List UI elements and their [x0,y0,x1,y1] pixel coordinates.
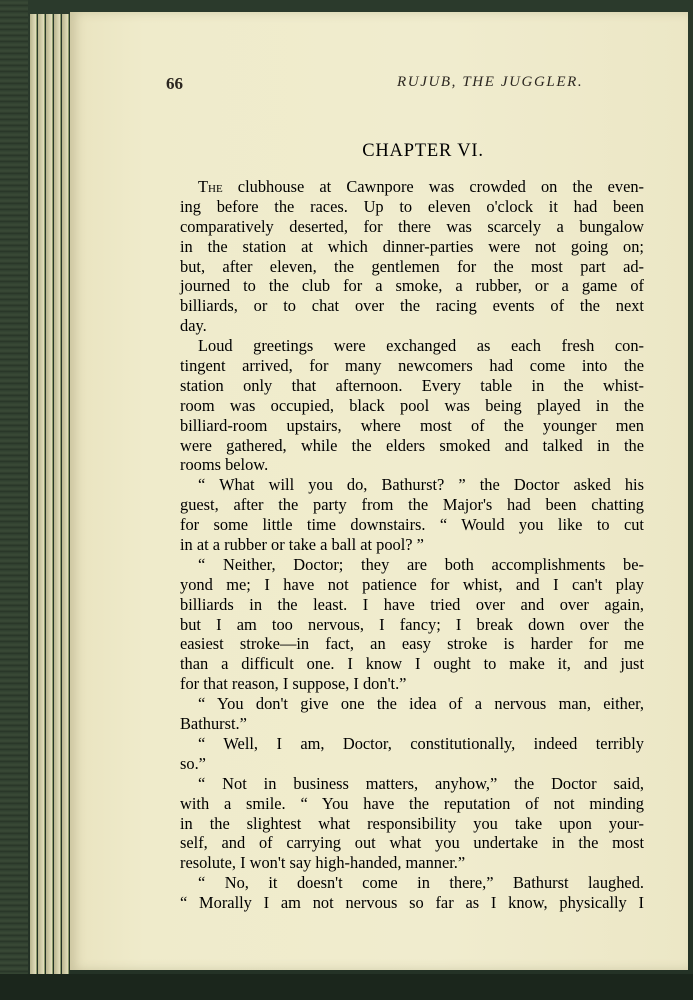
book-cover-bottom [0,974,693,1000]
text-line: but I am too nervous, I fancy; I break down over the [180,614,644,634]
text-line: “ Not in business matters, anyhow,” the Doctor said, [198,773,644,793]
page-header [156,74,656,98]
text-line: journed to the club for a smoke, a rubber, or a game of [180,276,644,296]
text-line: “ Morally I am not nervous so far as I know, physically I [180,893,644,913]
page-edge [46,14,53,978]
text-line: Bathurst.” [180,714,247,734]
page-edge [38,14,45,978]
text-line: “ What will you do, Bathurst? ” the Doctor asked his [198,475,644,495]
text-line: “ You don't give one the idea of a nervous man, either, [198,694,644,714]
chapter-title-text: CHAPTER VI. [362,141,484,161]
page-number: 66 [166,74,183,93]
text-line: day. [180,316,207,336]
text-line: with a smile. “ You have the reputation of not minding [180,793,644,813]
page-edge [30,14,37,978]
text-line: but, after eleven, the gentlemen for the most part ad- [180,256,644,276]
text-line: in the station at which dinner-parties were not going on; [180,236,644,256]
text-line: for that reason, I suppose, I don't.” [180,674,407,694]
text-line: for some little time downstairs. “ Would you like to cut [180,515,644,535]
text-line: billiards in the least. I have tried over and over again, [180,594,644,614]
text-line: rooms below. [180,455,269,475]
text-line: self, and of carrying out what you undertake in the most [180,833,644,853]
text-line: tingent arrived, for many newcomers had come into the [180,356,644,376]
text-line: “ Neither, Doctor; they are both accomplishments be- [198,554,644,574]
text-line: “ Well, I am, Doctor, constitutionally, indeed terribly [198,733,644,753]
text-line: station only that afternoon. Every table in the whist- [180,375,644,395]
text-line: room was occupied, black pool was being played in the [180,395,644,415]
running-title: RUJUB, THE JUGGLER. [397,74,584,90]
text-line: The clubhouse at Cawnpore was crowded on the even- [198,177,644,196]
text-line: “ No, it doesn't come in there,” Bathurst laughed. [198,873,644,893]
text-line: billiard-room upstairs, where most of the younger men [180,415,644,435]
text-line: ing before the races. Up to eleven o'clock it had been [180,196,644,216]
text-line: so.” [180,753,206,773]
text-line: in the slightest what responsibility you take upon your- [180,813,644,833]
text-line: comparatively deserted, for there was scarcely a bungalow [180,216,644,236]
text-line: than a difficult one. I know I ought to make it, and just [180,654,644,674]
page-edge [54,14,61,978]
text-line: in at a rubber or take a ball at pool? ” [180,535,424,555]
chapter-title [70,141,688,162]
text-line: guest, after the party from the Major's had been chatting [180,495,644,515]
book-spine [0,0,28,1000]
page-edge [62,14,69,978]
text-line: easiest stroke—in fact, an easy stroke is harder for me [180,634,644,654]
text-line: Loud greetings were exchanged as each fresh con- [198,336,644,356]
text-line: billiards, or to chat over the racing events of the next [180,296,644,316]
text-line: were gathered, while the elders smoked and talked in the [180,435,644,455]
body-text [180,177,644,913]
text-line: yond me; I have not patience for whist, and I can't play [180,574,644,594]
text-line: resolute, I won't say high-handed, manner.” [180,853,466,873]
